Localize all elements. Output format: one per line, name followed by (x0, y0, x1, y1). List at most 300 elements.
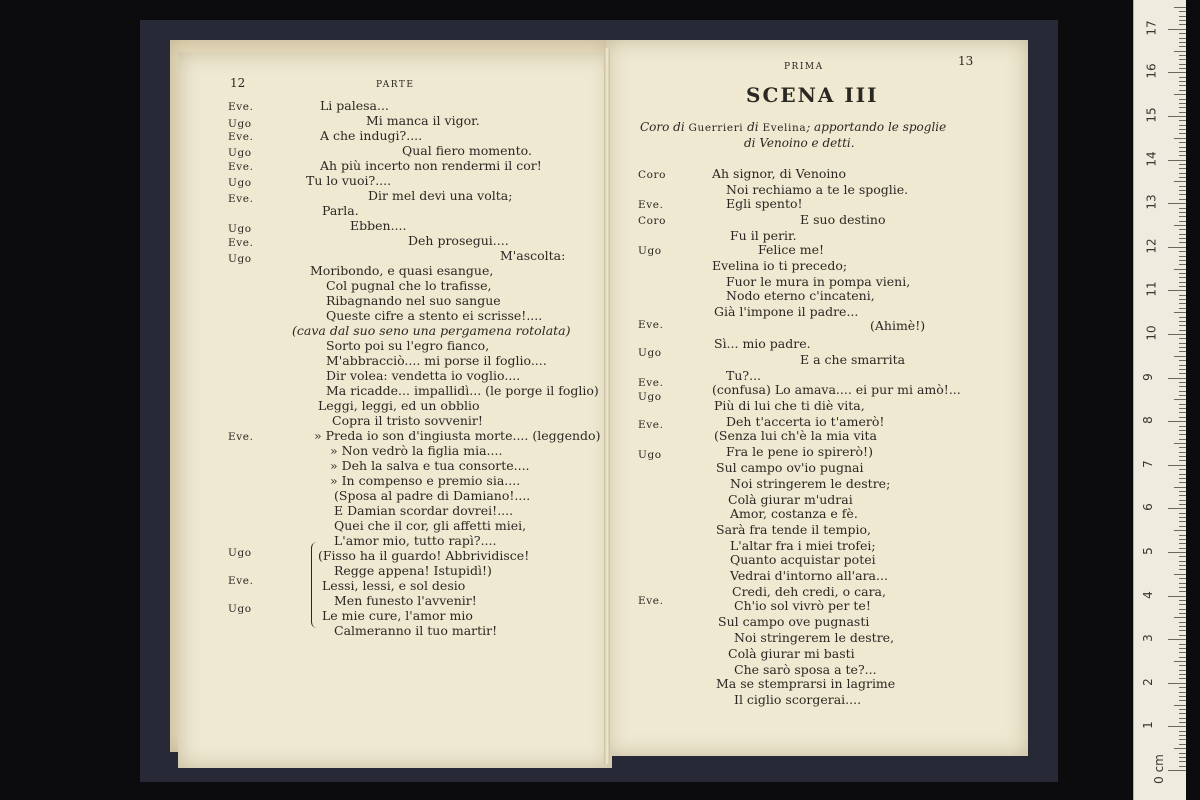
ruler-tick (1179, 277, 1186, 278)
ruler-tick (1179, 177, 1186, 178)
ruler-tick (1168, 160, 1186, 161)
right-verse-line: Ah signor, di Venoino (712, 166, 846, 181)
ruler-number: 6 (1140, 503, 1155, 512)
ruler-tick (1179, 692, 1186, 693)
ruler-tick (1179, 460, 1186, 461)
ruler-tick (1179, 452, 1186, 453)
ruler-tick (1179, 722, 1186, 723)
ruler-tick (1179, 369, 1186, 370)
book-gutter (604, 48, 610, 764)
left-verse-line: E Damian scordar dovrei!.... (334, 503, 514, 518)
right-verse-line: Amor, costanza e fè. (730, 506, 858, 521)
ruler-tick (1179, 495, 1186, 496)
ruler-tick (1179, 744, 1186, 745)
stage-direction-line-1: Coro di Guerrieri di Evelina; apportando le spoglie (640, 120, 947, 134)
left-speaker-ugo: Ugo (228, 547, 252, 559)
ruler-number: 4 (1140, 590, 1155, 599)
ruler-tick (1179, 412, 1186, 413)
left-verse-line: A che indugi?.... (320, 128, 423, 143)
ruler-tick (1174, 617, 1186, 618)
ruler-tick (1179, 151, 1186, 152)
right-verse-line: Egli spento! (726, 196, 803, 211)
ruler-tick (1179, 120, 1186, 121)
ruler-tick (1168, 334, 1186, 335)
ruler-tick (1179, 68, 1186, 69)
right-verse-line: Credi, deh credi, o cara, (732, 584, 886, 599)
left-verse-line: Quei che il cor, gli affetti miei, (334, 518, 527, 533)
right-verse-line: Noi stringerem le destre, (734, 630, 895, 645)
left-verse-line: Ebben.... (350, 218, 407, 233)
left-verse-line: Queste cifre a stento ei scrisse!.... (326, 308, 543, 323)
ruler-tick (1179, 365, 1186, 366)
right-verse-line: Che sarò sposa a te?... (734, 662, 877, 677)
left-verse-line: Col pugnal che lo trafisse, (326, 278, 492, 293)
ruler-number: 5 (1140, 547, 1155, 555)
ruler-tick (1179, 430, 1186, 431)
ruler-tick (1179, 16, 1186, 17)
ruler-tick (1179, 395, 1186, 396)
right-verse-line: Deh t'accerta io t'amerò! (726, 414, 885, 429)
ruler-tick (1179, 347, 1186, 348)
left-verse-line: Ribagnando nel suo sangue (326, 293, 501, 308)
ruler-tick (1179, 469, 1186, 470)
scene-title: SCENA III (746, 83, 879, 107)
stage-direction-line-2: di Venoino e detti. (744, 136, 855, 150)
ruler-tick (1179, 600, 1186, 601)
left-verse-line: Leggi, leggi, ed un obblio (318, 398, 480, 413)
left-verse-line: Moribondo, e quasi esangue, (310, 263, 494, 278)
ruler-tick (1179, 739, 1186, 740)
ruler-tick (1179, 85, 1186, 86)
ruler-tick (1168, 639, 1186, 640)
ruler-tick (1179, 491, 1186, 492)
ruler-tick (1174, 487, 1186, 488)
ruler-tick (1179, 578, 1186, 579)
right-verse-line: E suo destino (800, 212, 886, 227)
left-speaker-ugo: Ugo (228, 603, 252, 615)
ruler-tick (1179, 317, 1186, 318)
ruler-tick (1179, 456, 1186, 457)
ruler-tick (1174, 356, 1186, 357)
right-running-head: PRIMA (784, 62, 824, 72)
right-speaker-ugo: Ugo (638, 391, 662, 403)
ruler-tick (1179, 299, 1186, 300)
ruler-number: 12 (1144, 238, 1159, 254)
left-verse-line: Le mie cure, l'amor mio (322, 608, 473, 623)
ruler-tick (1179, 696, 1186, 697)
ruler-tick (1174, 94, 1186, 95)
right-verse-line: (confusa) Lo amava.... ei pur mi amò!... (712, 382, 961, 397)
ruler-tick (1179, 713, 1186, 714)
ruler-tick (1179, 391, 1186, 392)
right-verse-line: Colà giurar mi basti (728, 646, 855, 661)
ruler-tick (1179, 295, 1186, 296)
ruler-tick (1168, 726, 1186, 727)
left-verse-line: (Sposa al padre di Damiano!.... (334, 488, 531, 503)
ruler-tick (1179, 761, 1186, 762)
ruler-tick (1174, 138, 1186, 139)
ruler-tick (1179, 59, 1186, 60)
ruler-tick (1179, 404, 1186, 405)
ruler-tick (1174, 661, 1186, 662)
ruler-tick (1179, 478, 1186, 479)
ruler-tick (1174, 7, 1186, 8)
left-speaker-eve: Eve. (228, 431, 254, 443)
right-verse-line: Fu il perir. (730, 228, 797, 243)
ruler-number: 11 (1144, 281, 1159, 298)
right-verse-line: Sul campo ov'io pugnai (716, 460, 864, 475)
left-verse-line: Dir volea: vendetta io voglio.... (326, 368, 521, 383)
ruler-tick (1179, 613, 1186, 614)
ruler-tick (1179, 474, 1186, 475)
ruler-tick (1174, 748, 1186, 749)
ruler-tick (1179, 731, 1186, 732)
ruler-tick (1179, 24, 1186, 25)
ruler-tick (1179, 709, 1186, 710)
left-speaker-ugo: Ugo (228, 118, 252, 130)
ruler-tick (1179, 264, 1186, 265)
right-speaker-coro: Coro (638, 169, 667, 181)
left-speaker-eve: Eve. (228, 131, 254, 143)
ruler-number: 0 cm (1151, 754, 1166, 784)
ruler-tick (1179, 373, 1186, 374)
left-verse-line: M'abbracciò.... mi porse il foglio.... (326, 353, 547, 368)
left-verse-line: Sorto poi su l'egro fianco, (326, 338, 490, 353)
right-verse-line: Tu?... (726, 368, 762, 383)
ruler-tick (1179, 46, 1186, 47)
right-verse-line: (Ahimè!) (870, 318, 926, 333)
measurement-ruler (1133, 0, 1186, 800)
ruler-tick (1179, 504, 1186, 505)
ruler-tick (1179, 221, 1186, 222)
ruler-tick (1179, 242, 1186, 243)
ruler-tick (1179, 208, 1186, 209)
ruler-tick (1174, 443, 1186, 444)
right-verse-line: Sì... mio padre. (714, 336, 811, 351)
ruler-number: 8 (1140, 416, 1155, 425)
left-verse-line: (cava dal suo seno una pergamena rotolata) (292, 323, 571, 338)
ruler-tick (1179, 526, 1186, 527)
ruler-tick (1179, 500, 1186, 501)
ruler-tick (1179, 543, 1186, 544)
ruler-tick (1179, 133, 1186, 134)
ruler-number: 16 (1144, 63, 1159, 80)
left-verse-line: L'amor mio, tutto rapì?.... (334, 533, 497, 548)
ruler-number: 3 (1140, 634, 1155, 643)
right-speaker-coro: Coro (638, 215, 667, 227)
ruler-tick (1168, 465, 1186, 466)
ruler-tick (1179, 360, 1186, 361)
right-speaker-ugo: Ugo (638, 449, 662, 461)
ruler-tick (1179, 190, 1186, 191)
ruler-tick (1168, 508, 1186, 509)
ruler-tick (1179, 670, 1186, 671)
ruler-tick (1179, 282, 1186, 283)
ruler-tick (1179, 129, 1186, 130)
ruler-tick (1179, 286, 1186, 287)
ruler-tick (1179, 439, 1186, 440)
ruler-tick (1179, 657, 1186, 658)
ruler-tick (1179, 766, 1186, 767)
right-verse-line: Colà giurar m'udrai (728, 492, 853, 507)
ruler-number: 9 (1140, 372, 1155, 381)
ruler-tick (1179, 125, 1186, 126)
ruler-tick (1179, 386, 1186, 387)
ruler-tick (1179, 343, 1186, 344)
ruler-tick (1179, 194, 1186, 195)
left-verse-line: Regge appena! Istupidì!) (334, 563, 492, 578)
ruler-tick (1168, 72, 1186, 73)
ruler-tick (1168, 203, 1186, 204)
left-speaker-eve: Eve. (228, 575, 254, 587)
ruler-tick (1168, 29, 1186, 30)
ruler-tick (1179, 521, 1186, 522)
left-speaker-ugo: Ugo (228, 223, 252, 235)
ruler-tick (1179, 700, 1186, 701)
ruler-tick (1179, 20, 1186, 21)
ruler-tick (1174, 225, 1186, 226)
right-verse-line: Quanto acquistar potei (730, 552, 876, 567)
left-verse-line: Men funesto l'avvenir! (334, 593, 477, 608)
left-speaker-eve: Eve. (228, 101, 254, 113)
right-verse-line: Già l'impone il padre... (714, 304, 859, 319)
right-verse-line: Evelina io ti precedo; (712, 258, 848, 273)
right-speaker-eve: Eve. (638, 419, 664, 431)
ruler-tick (1168, 770, 1186, 771)
right-verse-line: Ma se stemprarsi in lagrime (716, 676, 896, 691)
ruler-tick (1179, 238, 1186, 239)
dialogue-brace (311, 542, 318, 628)
ruler-tick (1168, 421, 1186, 422)
ruler-tick (1179, 164, 1186, 165)
ruler-tick (1179, 234, 1186, 235)
ruler-tick (1179, 11, 1186, 12)
ruler-tick (1174, 312, 1186, 313)
ruler-tick (1179, 308, 1186, 309)
ruler-tick (1179, 630, 1186, 631)
ruler-number: 14 (1144, 150, 1159, 167)
ruler-tick (1179, 644, 1186, 645)
left-speaker-ugo: Ugo (228, 253, 252, 265)
left-speaker-ugo: Ugo (228, 177, 252, 189)
left-speaker-eve: Eve. (228, 161, 254, 173)
ruler-number: 2 (1140, 677, 1155, 686)
ruler-tick (1179, 81, 1186, 82)
right-verse-line: Nodo eterno c'incateni, (726, 288, 875, 303)
ruler-tick (1179, 142, 1186, 143)
left-verse-line: » In compenso e premio sia.... (330, 473, 521, 488)
ruler-tick (1179, 652, 1186, 653)
ruler-tick (1179, 561, 1186, 562)
ruler-tick (1174, 269, 1186, 270)
ruler-tick (1179, 583, 1186, 584)
ruler-tick (1179, 199, 1186, 200)
ruler-tick (1179, 103, 1186, 104)
ruler-tick (1179, 635, 1186, 636)
ruler-tick (1174, 51, 1186, 52)
ruler-tick (1179, 325, 1186, 326)
ruler-tick (1179, 155, 1186, 156)
ruler-number: 7 (1140, 459, 1155, 468)
ruler-tick (1179, 77, 1186, 78)
left-verse-line: » Non vedrò la figlia mia.... (330, 443, 503, 458)
ruler-tick (1179, 216, 1186, 217)
left-verse-line: Mi manca il vigor. (366, 113, 480, 128)
ruler-tick (1179, 382, 1186, 383)
ruler-tick (1179, 338, 1186, 339)
left-verse-line: M'ascolta: (500, 248, 566, 263)
left-verse-line: Ma ricadde... impallidì... (le porge il foglio) (326, 383, 599, 398)
left-verse-line: Li palesa... (320, 98, 389, 113)
left-verse-line: Lessi, lessi, e sol desio (322, 578, 466, 593)
ruler-tick (1168, 552, 1186, 553)
left-verse-line: Dir mel devi una volta; (368, 188, 513, 203)
ruler-tick (1179, 735, 1186, 736)
ruler-tick (1179, 90, 1186, 91)
right-speaker-ugo: Ugo (638, 347, 662, 359)
ruler-tick (1179, 447, 1186, 448)
ruler-tick (1179, 42, 1186, 43)
ruler-tick (1179, 64, 1186, 65)
ruler-tick (1174, 574, 1186, 575)
ruler-number: 15 (1144, 107, 1159, 123)
right-verse-line: L'altar fra i miei trofei; (730, 538, 876, 553)
right-page-number: 13 (958, 54, 974, 68)
ruler-tick (1179, 539, 1186, 540)
right-verse-line: Vedrai d'intorno all'ara... (730, 568, 888, 583)
ruler-tick (1179, 556, 1186, 557)
ruler-tick (1179, 38, 1186, 39)
ruler-tick (1179, 351, 1186, 352)
left-verse-line: » Deh la salva e tua consorte.... (330, 458, 530, 473)
ruler-number: 1 (1140, 721, 1155, 730)
ruler-tick (1179, 687, 1186, 688)
right-verse-line: E a che smarrita (800, 352, 906, 367)
ruler-tick (1174, 530, 1186, 531)
ruler-tick (1179, 147, 1186, 148)
ruler-tick (1179, 569, 1186, 570)
ruler-tick (1179, 251, 1186, 252)
ruler-tick (1179, 186, 1186, 187)
ruler-tick (1179, 548, 1186, 549)
left-running-head: PARTE (376, 80, 415, 90)
ruler-tick (1179, 718, 1186, 719)
right-verse-line: Sul campo ove pugnasti (718, 614, 870, 629)
right-verse-line: Sarà fra tende il tempio, (716, 522, 872, 537)
ruler-tick (1179, 665, 1186, 666)
right-verse-line: Il ciglio scorgerai.... (734, 692, 862, 707)
ruler-tick (1179, 648, 1186, 649)
right-verse-line: Più di lui che ti diè vita, (714, 398, 865, 413)
ruler-tick (1179, 168, 1186, 169)
ruler-tick (1179, 408, 1186, 409)
left-verse-line: Parla. (322, 203, 359, 218)
ruler-tick (1179, 55, 1186, 56)
ruler-tick (1179, 112, 1186, 113)
ruler-tick (1174, 705, 1186, 706)
left-verse-line: (Fisso ha il guardo! Abbrividisce! (318, 548, 530, 563)
ruler-tick (1179, 273, 1186, 274)
left-speaker-eve: Eve. (228, 237, 254, 249)
right-verse-line: Noi stringerem le destre; (730, 476, 891, 491)
right-speaker-eve: Eve. (638, 595, 664, 607)
left-verse-line: Tu lo vuoi?.... (306, 173, 392, 188)
ruler-tick (1179, 517, 1186, 518)
ruler-tick (1168, 596, 1186, 597)
right-verse-line: Noi rechiamo a te le spoglie. (726, 182, 909, 197)
right-verse-line: Fuor le mura in pompa vieni, (726, 274, 911, 289)
left-verse-line: Calmeranno il tuo martir! (334, 623, 498, 638)
ruler-tick (1179, 107, 1186, 108)
ruler-tick (1179, 33, 1186, 34)
ruler-tick (1179, 321, 1186, 322)
ruler-tick (1179, 417, 1186, 418)
ruler-tick (1179, 609, 1186, 610)
ruler-number: 13 (1144, 194, 1159, 210)
ruler-tick (1179, 330, 1186, 331)
ruler-tick (1179, 587, 1186, 588)
right-verse-line: Felice me! (758, 242, 825, 257)
ruler-tick (1179, 535, 1186, 536)
ruler-tick (1174, 399, 1186, 400)
ruler-tick (1179, 674, 1186, 675)
ruler-tick (1179, 591, 1186, 592)
ruler-tick (1179, 622, 1186, 623)
left-speaker-ugo: Ugo (228, 147, 252, 159)
left-verse-line: Deh prosegui.... (408, 233, 509, 248)
left-verse-line: Copra il tristo sovvenir! (332, 413, 483, 428)
left-page-number: 12 (230, 76, 246, 90)
ruler-tick (1179, 173, 1186, 174)
right-verse-line: Fra le pene io spirerò!) (726, 444, 873, 459)
right-speaker-eve: Eve. (638, 377, 664, 389)
ruler-tick (1179, 753, 1186, 754)
left-verse-line: » Preda io son d'ingiusta morte.... (leggendo) (314, 428, 601, 443)
ruler-tick (1179, 212, 1186, 213)
right-speaker-eve: Eve. (638, 199, 664, 211)
ruler-tick (1168, 290, 1186, 291)
ruler-tick (1179, 565, 1186, 566)
ruler-tick (1179, 256, 1186, 257)
left-verse-line: Ah più incerto non rendermi il cor! (320, 158, 542, 173)
ruler-tick (1179, 482, 1186, 483)
ruler-tick (1179, 757, 1186, 758)
ruler-tick (1179, 99, 1186, 100)
left-verse-line: Qual fiero momento. (402, 143, 532, 158)
ruler-tick (1168, 116, 1186, 117)
ruler-tick (1179, 426, 1186, 427)
ruler-tick (1179, 434, 1186, 435)
left-speaker-eve: Eve. (228, 193, 254, 205)
ruler-tick (1168, 683, 1186, 684)
ruler-tick (1179, 626, 1186, 627)
right-speaker-eve: Eve. (638, 319, 664, 331)
right-verse-line: Ch'io sol vivrò per te! (734, 598, 871, 613)
ruler-tick (1174, 181, 1186, 182)
ruler-tick (1179, 513, 1186, 514)
right-speaker-ugo: Ugo (638, 245, 662, 257)
ruler-tick (1179, 303, 1186, 304)
ruler-number: 10 (1144, 325, 1159, 341)
right-verse-line: (Senza lui ch'è la mia vita (714, 428, 878, 443)
ruler-number: 17 (1144, 20, 1159, 36)
ruler-tick (1179, 678, 1186, 679)
ruler-tick (1179, 260, 1186, 261)
ruler-tick (1179, 604, 1186, 605)
ruler-tick (1168, 378, 1186, 379)
ruler-tick (1168, 247, 1186, 248)
ruler-tick (1179, 229, 1186, 230)
